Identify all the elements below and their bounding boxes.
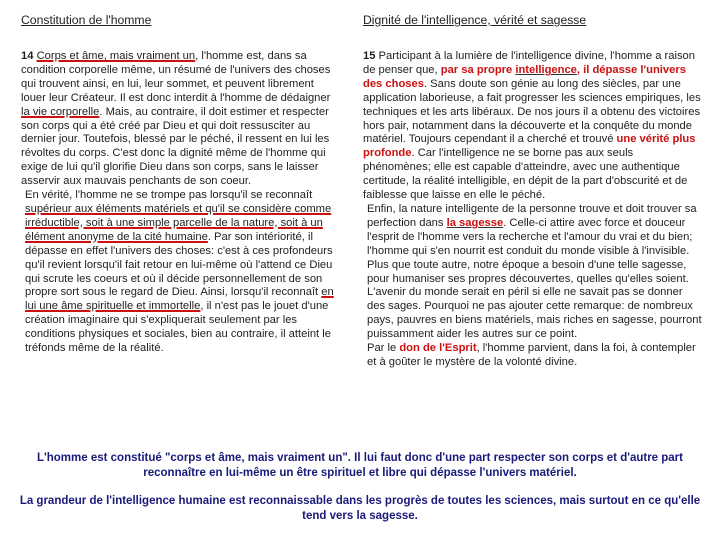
highlight-phrase: une vérité plus profonde: [363, 133, 696, 160]
paragraph-number: 14: [21, 50, 34, 62]
right-column: [363, 50, 703, 370]
underlined-phrase: Corps et âme, mais vraiment un: [36, 50, 196, 62]
summary-body-soul: L'homme est constitué "corps et âme, mais vraiment un". Il lui faut donc d'une part respecter son corps et d'autre part reconnaître en lui-même un être spirituel et libre qui dépasse l'univers matériel.: [36, 452, 683, 479]
right-heading: Dignité de l'intelligence, vérité et sagesse: [363, 13, 587, 27]
paragraph-text: Plus que toute autre, notre époque a besoin d'une telle sagesse, pour humaniser ses propres découvertes, quelles qu'elles soient. L'avenir du monde serait en péril si elle ne savait pas se donner des sages. Pourquoi ne pas ajouter cette remarque: de nombreux pays, pauvres en biens matériels, mais riches en sagesse, pourront puissamment aider les autres sur ce point.: [367, 258, 702, 341]
paragraph-text: . Car l'intelligence ne se borne pas aux seuls phénomènes; elle est capable d'atteindre, avec une authentique certitude, la réalité intelligible, en dépit de la part d'obscurité et de faiblesse que laisse en elle le péché.: [363, 147, 688, 202]
highlight-phrase: par sa propre: [440, 63, 516, 76]
paragraph-text: , l'homme est, dans sa condition corporelle même, un résumé de l'univers des choses qui trouvent ainsi, en lui, leur sommet, et peuvent librement louer leur Créateur. Il est donc interdit à l'homme de dédaigner: [21, 50, 331, 104]
paragraph-15: [363, 50, 703, 203]
left-heading: Constitution de l'homme: [21, 13, 152, 27]
paragraph-text: . Par son intériorité, il dépasse en effet l'univers des choses: c'est à ces profondeurs qu'il revient lorsqu'il fait retour en lui-même où l'attend ce Dieu qui scrute les coeurs et où il décide personnellement de son propre sort sous le regard de Dieu. Ainsi, lorsqu'il reconnaît: [25, 230, 333, 299]
paragraph-text: Participant à la lumière de l'intelligence divine, l'homme a raison de penser que,: [363, 50, 696, 76]
paragraph-text: , l'homme parvient, dans la foi, à contempler et à goûter le mystère de la volonté divine.: [367, 342, 696, 368]
paragraph-text: Par le: [367, 342, 400, 355]
highlight-phrase: don de l'Esprit: [399, 342, 477, 355]
paragraph-text: . Sans doute son génie au long des siècles, par une application laborieuse, a fait progresser les sciences empiriques, les techniques et les arts libéraux. De nos jours il a obtenu des victoires hors pair, notamment dans la découverte et la conquête du monde matériel. Toujours cependant il a cherché et trouvé: [363, 77, 701, 146]
underlined-phrase: la vie corporelle: [21, 105, 100, 118]
underlined-phrase: supérieur aux éléments matériels et qu'il se considère comme irréductible, soit à une simple parcelle de la nature, soit à un élément anonyme de la cité humaine: [25, 202, 332, 243]
highlight-phrase: , il dépasse l'univers des choses: [363, 63, 686, 90]
paragraph-15-spirit: [363, 342, 703, 370]
paragraph-text: . Celle-ci attire avec force et douceur l'esprit de l'homme vers la recherche et l'amour du vrai et du bien; l'homme qui s'en nourrit est conduit du monde visible à l'invisible.: [367, 216, 693, 257]
paragraph-text: Enfin, la nature intelligente de la personne trouve et doit trouver sa perfection dans: [367, 202, 697, 229]
summary-intelligence: La grandeur de l'intelligence humaine est reconnaissable dans les progrès de toutes les sciences, mais surtout en ce qu'elle tend vers la sagesse.: [19, 495, 701, 522]
paragraph-15-epoch: [363, 259, 703, 342]
highlight-underlined-phrase: la sagesse: [446, 216, 504, 229]
paragraph-14: [21, 50, 341, 189]
highlight-underlined-phrase: intelligence: [515, 63, 577, 76]
underlined-phrase: en lui une âme spirituelle et immortelle: [25, 286, 334, 313]
paragraph-text: . Mais, au contraire, il doit estimer et respecter son corps qui a été créé par Dieu et qui doit ressusciter au dernier jour. Toutefois, blessé par le péché, il ressent en lui les révoltes du corps. C'est donc la dignité même de l'homme qui exige de lui qu'il glorifie Dieu dans son corps, sans le laisser asservir aux mauvais penchants de son coeur.: [21, 105, 330, 188]
paragraph-text: En vérité, l'homme ne se trompe pas lorsqu'il se reconnaît: [25, 189, 313, 202]
paragraph-14-continued: [21, 189, 341, 356]
paragraph-number: 15: [363, 50, 376, 62]
left-column: [21, 50, 341, 356]
paragraph-15-wisdom: [363, 203, 703, 259]
paragraph-text: , il n'est pas le jouet d'une création imaginaire qui s'expliquerait seulement par les conditions physiques et sociales, bien au contraire, il atteint le tréfonds même de la réalité.: [25, 300, 331, 355]
